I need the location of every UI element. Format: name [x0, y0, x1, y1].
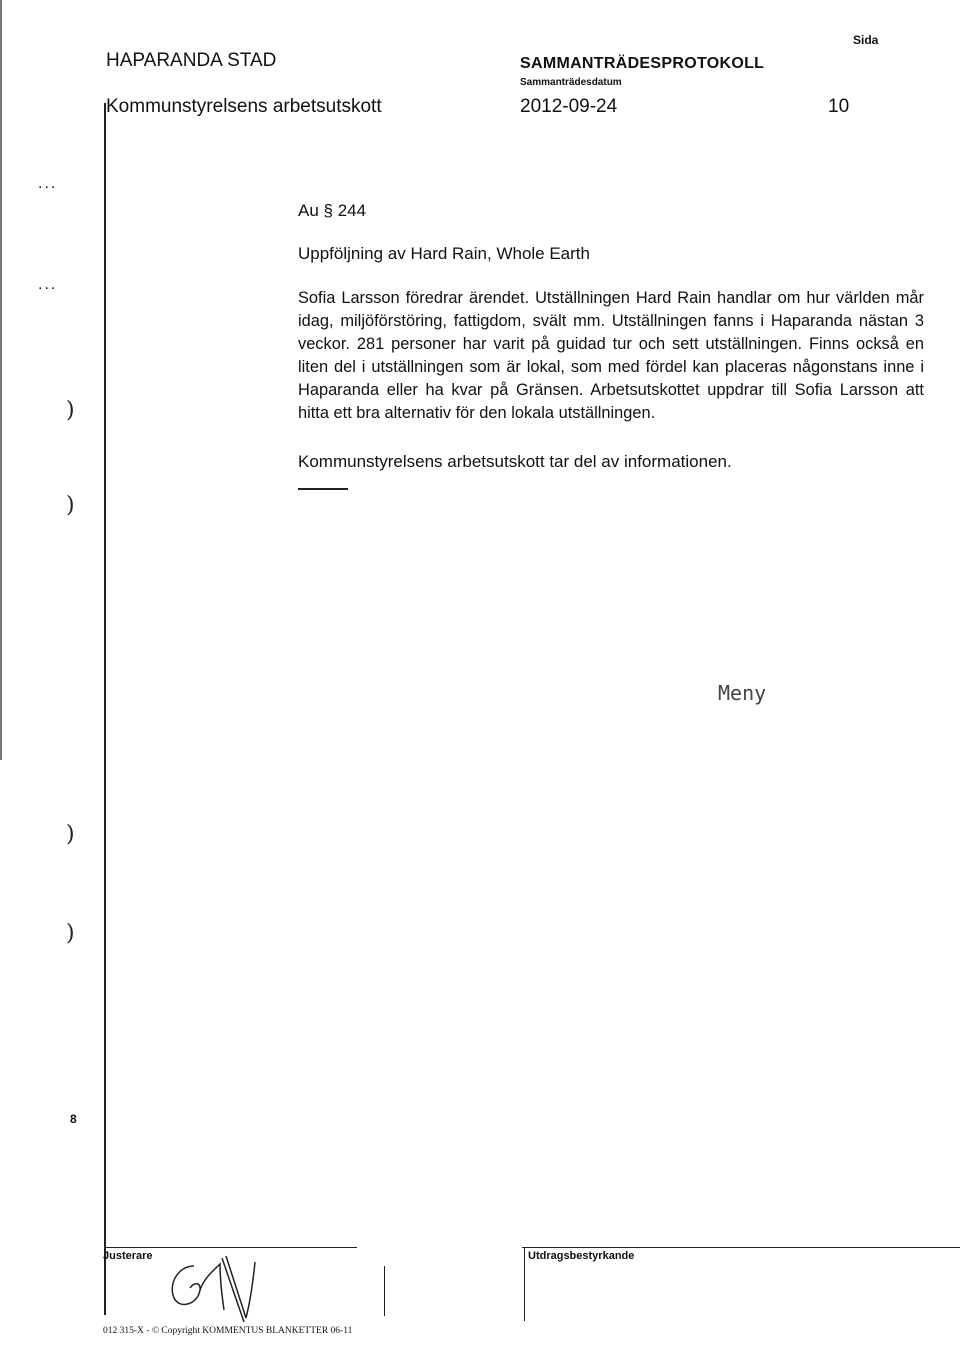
section-end-rule [298, 488, 348, 490]
meeting-date: 2012-09-24 [520, 96, 618, 117]
margin-dots: ... [38, 276, 58, 293]
justerare-label: Justerare [103, 1250, 153, 1262]
item-body: Sofia Larsson föredrar ärendet. Utställningen Hard Rain handlar om hur världen mår idag, miljöförstöring, fattigdom, svält mm. Utställningen fanns i Haparanda nästan 3 veckor. 281 personer har varit på guidad tur och sett utställningen. Finns också en liten del i utställningen som är lokal, som med fördel kan placeras någonstans inne i Haparanda eller ha kvar på Gränsen. Arbetsutskottet uppdrar till Sofia Larsson att hitta ett bra alternativ för den lokala utställningen. [298, 289, 924, 422]
margin-line [104, 103, 106, 1315]
organization-name: HAPARANDA STAD [106, 50, 277, 71]
footer-divider [384, 1266, 385, 1316]
margin-paren: ) [66, 493, 75, 518]
margin-paren: ) [66, 822, 75, 847]
committee-name: Kommunstyrelsens arbetsutskott [106, 96, 382, 117]
page-label: Sida [853, 33, 879, 47]
item-conclusion: Kommunstyrelsens arbetsutskott tar del av informationen. [298, 452, 732, 471]
footer-rule-right [522, 1247, 960, 1248]
margin-number: 8 [70, 1112, 77, 1126]
section-number: Au § 244 [298, 201, 367, 220]
menu-link[interactable]: Meny [718, 681, 767, 705]
footer-divider [524, 1247, 525, 1321]
scan-edge-line [0, 0, 2, 760]
form-copyright: 012 315-X - © Copyright KOMMENTUS BLANKETTER 06-11 [103, 1326, 353, 1336]
margin-dots: ... [38, 175, 58, 192]
date-label: Sammanträdesdatum [520, 77, 622, 88]
item-title: Uppföljning av Hard Rain, Whole Earth [298, 244, 590, 263]
utdrag-label: Utdragsbestyrkande [528, 1250, 635, 1262]
page-number: 10 [828, 96, 850, 117]
signature-initials [160, 1252, 270, 1324]
margin-paren: ) [66, 398, 75, 423]
margin-paren: ) [66, 921, 75, 946]
document-type: SAMMANTRÄDESPROTOKOLL [520, 55, 765, 72]
footer-rule-left [104, 1247, 357, 1248]
